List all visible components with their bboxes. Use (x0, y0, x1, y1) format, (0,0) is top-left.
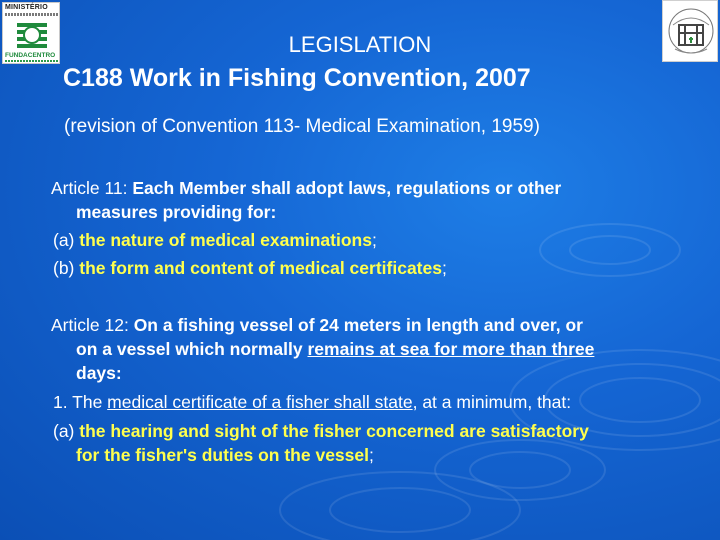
item-b-end: ; (441, 258, 447, 278)
article12-line1 (51, 315, 583, 335)
item-a-end: ; (371, 230, 377, 250)
article12-item-a-text: the hearing and sight of the fisher concerned are satisfactory (79, 421, 589, 441)
article12-point1 (53, 392, 571, 412)
article12-text-2b: remains at sea for more than three (307, 339, 595, 359)
item-a-marker: (a) (53, 230, 80, 250)
article11-line1 (51, 178, 561, 198)
slide-subtitle: (revision of Convention 113- Medical Examination, 1959) (64, 116, 540, 137)
article12-item-a-line1 (53, 421, 589, 441)
article11-text: Each Member shall adopt laws, regulations or other (132, 178, 562, 198)
article12-line2 (76, 339, 594, 359)
article12-label: Article 12: (51, 315, 134, 335)
article11-label: Article 11: (51, 178, 133, 198)
article12-item-a-line2 (76, 445, 374, 465)
point1-underlined: medical certificate of a fisher shall state (107, 392, 413, 412)
article12-text: On a fishing vessel of 24 meters in length and over, or (133, 315, 583, 335)
article11-item-a (53, 230, 377, 250)
article11-line2: measures providing for: (76, 202, 277, 222)
article12-item-a-end: ; (369, 445, 374, 465)
point1-end: , at a minimum, that: (412, 392, 572, 412)
article12-item-a-marker: (a) (53, 421, 80, 441)
item-b-marker: (b) (53, 258, 80, 278)
logo-top-text: MINISTÉRIO (5, 4, 48, 11)
article11-item-b (53, 258, 447, 278)
article12-text-2a: on a vessel which normally (76, 339, 308, 359)
point1-start: 1. The (53, 392, 108, 412)
article12-line3: days: (76, 363, 122, 383)
article12-item-a-text-2: for the fisher's duties on the vessel (76, 445, 369, 465)
item-b-text: the form and content of medical certificates (79, 258, 442, 278)
slide-title: C188 Work in Fishing Convention, 2007 (63, 64, 531, 92)
logo-bottom-text: FUNDACENTRO (5, 52, 56, 59)
item-a-text: the nature of medical examinations (79, 230, 372, 250)
category-heading: LEGISLATION (288, 32, 432, 57)
